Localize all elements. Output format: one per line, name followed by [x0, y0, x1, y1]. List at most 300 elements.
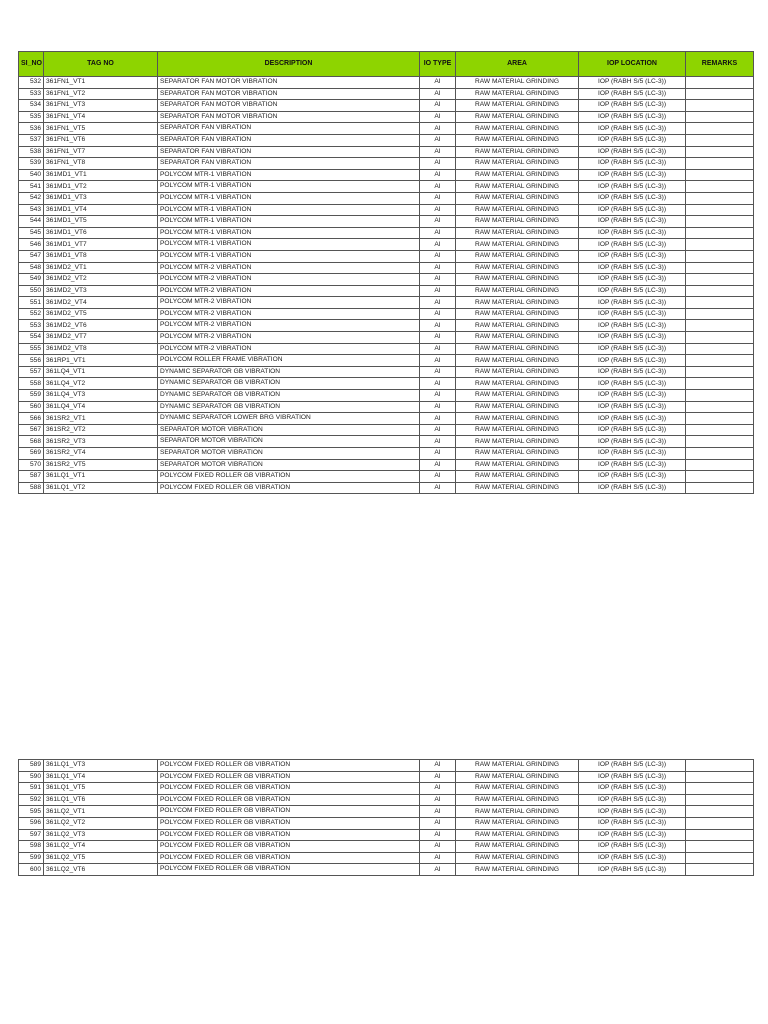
- iop-location-cell: IOP (RABH S/5 (LC-3)): [579, 77, 686, 89]
- iop-location-cell: IOP (RABH S/5 (LC-3)): [579, 817, 686, 829]
- table-row: [19, 274, 754, 286]
- si-no-cell: 537: [19, 134, 44, 146]
- tag-no-cell: 361MD1_VT4: [44, 204, 158, 216]
- si-no-cell: 534: [19, 100, 44, 112]
- io-type-cell: AI: [420, 146, 456, 158]
- table-row: [19, 852, 754, 864]
- table-row: [19, 181, 754, 193]
- description-cell: POLYCOM FIXED ROLLER GB VIBRATION: [158, 806, 420, 818]
- table-row: [19, 378, 754, 390]
- iop-location-cell: IOP (RABH S/5 (LC-3)): [579, 459, 686, 471]
- si-no-cell: 595: [19, 806, 44, 818]
- table-row: [19, 829, 754, 841]
- io-type-cell: AI: [420, 297, 456, 309]
- iop-location-cell: IOP (RABH S/5 (LC-3)): [579, 308, 686, 320]
- remarks-cell: [686, 134, 754, 146]
- io-type-cell: AI: [420, 77, 456, 89]
- area-cell: RAW MATERIAL GRINDING: [456, 239, 579, 251]
- si-no-cell: 570: [19, 459, 44, 471]
- si-no-cell: 538: [19, 146, 44, 158]
- tag-no-cell: 361LQ1_VT3: [44, 760, 158, 772]
- remarks-cell: [686, 471, 754, 483]
- description-cell: POLYCOM MTR-2 VIBRATION: [158, 297, 420, 309]
- remarks-cell: [686, 852, 754, 864]
- io-type-cell: AI: [420, 320, 456, 332]
- area-cell: RAW MATERIAL GRINDING: [456, 227, 579, 239]
- description-cell: POLYCOM ROLLER FRAME VIBRATION: [158, 355, 420, 367]
- area-cell: RAW MATERIAL GRINDING: [456, 390, 579, 402]
- area-cell: RAW MATERIAL GRINDING: [456, 366, 579, 378]
- io-type-cell: AI: [420, 841, 456, 853]
- area-cell: RAW MATERIAL GRINDING: [456, 88, 579, 100]
- area-cell: RAW MATERIAL GRINDING: [456, 794, 579, 806]
- iop-location-cell: IOP (RABH S/5 (LC-3)): [579, 204, 686, 216]
- remarks-cell: [686, 390, 754, 402]
- tag-no-cell: 361RP1_VT1: [44, 355, 158, 367]
- si-no-cell: 541: [19, 181, 44, 193]
- table-row: [19, 88, 754, 100]
- description-cell: POLYCOM MTR-1 VIBRATION: [158, 250, 420, 262]
- table-row: [19, 760, 754, 772]
- tag-no-cell: 361FN1_VT5: [44, 123, 158, 135]
- description-cell: DYNAMIC SEPARATOR LOWER BRG VIBRATION: [158, 413, 420, 425]
- description-cell: SEPARATOR FAN VIBRATION: [158, 134, 420, 146]
- si-no-cell: 560: [19, 401, 44, 413]
- description-cell: POLYCOM MTR-1 VIBRATION: [158, 181, 420, 193]
- si-no-cell: 550: [19, 285, 44, 297]
- table-row: [19, 401, 754, 413]
- si-no-cell: 591: [19, 783, 44, 795]
- area-cell: RAW MATERIAL GRINDING: [456, 424, 579, 436]
- io-type-cell: AI: [420, 459, 456, 471]
- area-cell: RAW MATERIAL GRINDING: [456, 817, 579, 829]
- iop-location-cell: IOP (RABH S/5 (LC-3)): [579, 262, 686, 274]
- si-no-cell: 589: [19, 760, 44, 772]
- table-row: [19, 783, 754, 795]
- description-cell: POLYCOM FIXED ROLLER GB VIBRATION: [158, 841, 420, 853]
- iop-location-cell: IOP (RABH S/5 (LC-3)): [579, 806, 686, 818]
- iop-location-cell: IOP (RABH S/5 (LC-3)): [579, 320, 686, 332]
- area-cell: RAW MATERIAL GRINDING: [456, 262, 579, 274]
- table-row: [19, 239, 754, 251]
- io-type-cell: AI: [420, 817, 456, 829]
- remarks-cell: [686, 864, 754, 876]
- remarks-cell: [686, 413, 754, 425]
- description-cell: POLYCOM MTR-2 VIBRATION: [158, 320, 420, 332]
- description-cell: DYNAMIC SEPARATOR GB VIBRATION: [158, 401, 420, 413]
- tag-no-cell: 361MD1_VT2: [44, 181, 158, 193]
- si-no-cell: 568: [19, 436, 44, 448]
- description-cell: POLYCOM FIXED ROLLER GB VIBRATION: [158, 783, 420, 795]
- description-cell: SEPARATOR FAN VIBRATION: [158, 146, 420, 158]
- si-no-cell: 547: [19, 250, 44, 262]
- iop-location-cell: IOP (RABH S/5 (LC-3)): [579, 216, 686, 228]
- io-type-cell: AI: [420, 100, 456, 112]
- io-type-cell: AI: [420, 794, 456, 806]
- iop-location-cell: IOP (RABH S/5 (LC-3)): [579, 841, 686, 853]
- table-row: [19, 192, 754, 204]
- area-cell: RAW MATERIAL GRINDING: [456, 783, 579, 795]
- iop-location-cell: IOP (RABH S/5 (LC-3)): [579, 250, 686, 262]
- area-cell: RAW MATERIAL GRINDING: [456, 332, 579, 344]
- tag-no-cell: 361MD1_VT6: [44, 227, 158, 239]
- description-cell: POLYCOM MTR-2 VIBRATION: [158, 308, 420, 320]
- table-row: [19, 250, 754, 262]
- io-list-table: [18, 51, 754, 494]
- remarks-cell: [686, 111, 754, 123]
- io-type-cell: AI: [420, 274, 456, 286]
- si-no-cell: 536: [19, 123, 44, 135]
- table-row: [19, 332, 754, 344]
- description-cell: SEPARATOR FAN VIBRATION: [158, 123, 420, 135]
- remarks-cell: [686, 239, 754, 251]
- si-no-cell: 543: [19, 204, 44, 216]
- table-row: [19, 771, 754, 783]
- iop-location-cell: IOP (RABH S/5 (LC-3)): [579, 169, 686, 181]
- iop-location-cell: IOP (RABH S/5 (LC-3)): [579, 332, 686, 344]
- table-row: [19, 424, 754, 436]
- io-type-cell: AI: [420, 401, 456, 413]
- table-body-continued: [19, 760, 754, 876]
- io-type-cell: AI: [420, 864, 456, 876]
- remarks-cell: [686, 88, 754, 100]
- remarks-cell: [686, 204, 754, 216]
- remarks-cell: [686, 169, 754, 181]
- header-description: DESCRIPTION: [158, 52, 420, 77]
- tag-no-cell: 361MD2_VT3: [44, 285, 158, 297]
- description-cell: POLYCOM FIXED ROLLER GB VIBRATION: [158, 760, 420, 772]
- area-cell: RAW MATERIAL GRINDING: [456, 169, 579, 181]
- table-row: [19, 864, 754, 876]
- iop-location-cell: IOP (RABH S/5 (LC-3)): [579, 181, 686, 193]
- remarks-cell: [686, 794, 754, 806]
- table-row: [19, 436, 754, 448]
- si-no-cell: 555: [19, 343, 44, 355]
- tag-no-cell: 361LQ2_VT4: [44, 841, 158, 853]
- tag-no-cell: 361MD2_VT4: [44, 297, 158, 309]
- header-row: [19, 52, 754, 77]
- si-no-cell: 567: [19, 424, 44, 436]
- iop-location-cell: IOP (RABH S/5 (LC-3)): [579, 297, 686, 309]
- table-row: [19, 100, 754, 112]
- remarks-cell: [686, 262, 754, 274]
- iop-location-cell: IOP (RABH S/5 (LC-3)): [579, 864, 686, 876]
- si-no-cell: 600: [19, 864, 44, 876]
- tag-no-cell: 361MD2_VT7: [44, 332, 158, 344]
- description-cell: DYNAMIC SEPARATOR GB VIBRATION: [158, 378, 420, 390]
- tag-no-cell: 361FN1_VT6: [44, 134, 158, 146]
- area-cell: RAW MATERIAL GRINDING: [456, 146, 579, 158]
- iop-location-cell: IOP (RABH S/5 (LC-3)): [579, 227, 686, 239]
- remarks-cell: [686, 436, 754, 448]
- table-row: [19, 204, 754, 216]
- tag-no-cell: 361LQ4_VT4: [44, 401, 158, 413]
- iop-location-cell: IOP (RABH S/5 (LC-3)): [579, 829, 686, 841]
- si-no-cell: 553: [19, 320, 44, 332]
- remarks-cell: [686, 146, 754, 158]
- iop-location-cell: IOP (RABH S/5 (LC-3)): [579, 158, 686, 170]
- header-area: AREA: [456, 52, 579, 77]
- description-cell: SEPARATOR FAN VIBRATION: [158, 158, 420, 170]
- area-cell: RAW MATERIAL GRINDING: [456, 378, 579, 390]
- area-cell: RAW MATERIAL GRINDING: [456, 355, 579, 367]
- area-cell: RAW MATERIAL GRINDING: [456, 134, 579, 146]
- area-cell: RAW MATERIAL GRINDING: [456, 771, 579, 783]
- io-type-cell: AI: [420, 806, 456, 818]
- si-no-cell: 535: [19, 111, 44, 123]
- si-no-cell: 557: [19, 366, 44, 378]
- description-cell: SEPARATOR MOTOR VIBRATION: [158, 448, 420, 460]
- tag-no-cell: 361LQ1_VT1: [44, 471, 158, 483]
- io-type-cell: AI: [420, 471, 456, 483]
- table-row: [19, 285, 754, 297]
- remarks-cell: [686, 806, 754, 818]
- iop-location-cell: IOP (RABH S/5 (LC-3)): [579, 783, 686, 795]
- iop-location-cell: IOP (RABH S/5 (LC-3)): [579, 852, 686, 864]
- io-type-cell: AI: [420, 482, 456, 494]
- tag-no-cell: 361LQ4_VT2: [44, 378, 158, 390]
- area-cell: RAW MATERIAL GRINDING: [456, 760, 579, 772]
- area-cell: RAW MATERIAL GRINDING: [456, 216, 579, 228]
- header-si-no: SI_NO: [19, 52, 44, 77]
- table-row: [19, 111, 754, 123]
- io-type-cell: AI: [420, 88, 456, 100]
- io-type-cell: AI: [420, 134, 456, 146]
- tag-no-cell: 361MD2_VT5: [44, 308, 158, 320]
- io-type-cell: AI: [420, 413, 456, 425]
- tag-no-cell: 361MD1_VT3: [44, 192, 158, 204]
- iop-location-cell: IOP (RABH S/5 (LC-3)): [579, 413, 686, 425]
- table-row: [19, 169, 754, 181]
- description-cell: SEPARATOR FAN MOTOR VIBRATION: [158, 100, 420, 112]
- io-type-cell: AI: [420, 250, 456, 262]
- io-type-cell: AI: [420, 448, 456, 460]
- header-tag-no: TAG NO: [44, 52, 158, 77]
- io-type-cell: AI: [420, 852, 456, 864]
- table-row: [19, 216, 754, 228]
- area-cell: RAW MATERIAL GRINDING: [456, 413, 579, 425]
- remarks-cell: [686, 378, 754, 390]
- io-type-cell: AI: [420, 424, 456, 436]
- tag-no-cell: 361SR2_VT2: [44, 424, 158, 436]
- area-cell: RAW MATERIAL GRINDING: [456, 285, 579, 297]
- iop-location-cell: IOP (RABH S/5 (LC-3)): [579, 343, 686, 355]
- si-no-cell: 587: [19, 471, 44, 483]
- table-row: [19, 355, 754, 367]
- tag-no-cell: 361FN1_VT1: [44, 77, 158, 89]
- area-cell: RAW MATERIAL GRINDING: [456, 158, 579, 170]
- remarks-cell: [686, 783, 754, 795]
- io-type-cell: AI: [420, 204, 456, 216]
- remarks-cell: [686, 192, 754, 204]
- description-cell: POLYCOM MTR-2 VIBRATION: [158, 262, 420, 274]
- description-cell: SEPARATOR FAN MOTOR VIBRATION: [158, 77, 420, 89]
- io-type-cell: AI: [420, 378, 456, 390]
- io-type-cell: AI: [420, 783, 456, 795]
- tag-no-cell: 361LQ1_VT2: [44, 482, 158, 494]
- area-cell: RAW MATERIAL GRINDING: [456, 448, 579, 460]
- area-cell: RAW MATERIAL GRINDING: [456, 192, 579, 204]
- table-row: [19, 146, 754, 158]
- remarks-cell: [686, 459, 754, 471]
- description-cell: POLYCOM MTR-1 VIBRATION: [158, 216, 420, 228]
- iop-location-cell: IOP (RABH S/5 (LC-3)): [579, 355, 686, 367]
- io-type-cell: AI: [420, 308, 456, 320]
- header-remarks: REMARKS: [686, 52, 754, 77]
- table-row: [19, 320, 754, 332]
- table-row: [19, 448, 754, 460]
- iop-location-cell: IOP (RABH S/5 (LC-3)): [579, 471, 686, 483]
- remarks-cell: [686, 181, 754, 193]
- area-cell: RAW MATERIAL GRINDING: [456, 111, 579, 123]
- table-row: [19, 794, 754, 806]
- table-row: [19, 817, 754, 829]
- area-cell: RAW MATERIAL GRINDING: [456, 181, 579, 193]
- io-type-cell: AI: [420, 771, 456, 783]
- iop-location-cell: IOP (RABH S/5 (LC-3)): [579, 88, 686, 100]
- remarks-cell: [686, 216, 754, 228]
- description-cell: SEPARATOR MOTOR VIBRATION: [158, 424, 420, 436]
- si-no-cell: 544: [19, 216, 44, 228]
- table-row: [19, 482, 754, 494]
- remarks-cell: [686, 100, 754, 112]
- table-row: [19, 308, 754, 320]
- description-cell: POLYCOM MTR-1 VIBRATION: [158, 204, 420, 216]
- area-cell: RAW MATERIAL GRINDING: [456, 343, 579, 355]
- iop-location-cell: IOP (RABH S/5 (LC-3)): [579, 111, 686, 123]
- area-cell: RAW MATERIAL GRINDING: [456, 274, 579, 286]
- description-cell: POLYCOM MTR-1 VIBRATION: [158, 239, 420, 251]
- table-row: [19, 343, 754, 355]
- si-no-cell: 549: [19, 274, 44, 286]
- description-cell: SEPARATOR MOTOR VIBRATION: [158, 436, 420, 448]
- remarks-cell: [686, 77, 754, 89]
- si-no-cell: 539: [19, 158, 44, 170]
- io-type-cell: AI: [420, 169, 456, 181]
- tag-no-cell: 361FN1_VT7: [44, 146, 158, 158]
- iop-location-cell: IOP (RABH S/5 (LC-3)): [579, 482, 686, 494]
- tag-no-cell: 361FN1_VT8: [44, 158, 158, 170]
- tag-no-cell: 361MD2_VT6: [44, 320, 158, 332]
- area-cell: RAW MATERIAL GRINDING: [456, 123, 579, 135]
- io-type-cell: AI: [420, 355, 456, 367]
- remarks-cell: [686, 274, 754, 286]
- io-type-cell: AI: [420, 829, 456, 841]
- remarks-cell: [686, 841, 754, 853]
- remarks-cell: [686, 829, 754, 841]
- area-cell: RAW MATERIAL GRINDING: [456, 250, 579, 262]
- tag-no-cell: 361LQ2_VT1: [44, 806, 158, 818]
- iop-location-cell: IOP (RABH S/5 (LC-3)): [579, 390, 686, 402]
- remarks-cell: [686, 332, 754, 344]
- si-no-cell: 540: [19, 169, 44, 181]
- io-type-cell: AI: [420, 192, 456, 204]
- tag-no-cell: 361SR2_VT3: [44, 436, 158, 448]
- io-type-cell: AI: [420, 262, 456, 274]
- description-cell: POLYCOM FIXED ROLLER GB VIBRATION: [158, 794, 420, 806]
- io-type-cell: AI: [420, 239, 456, 251]
- tag-no-cell: 361LQ2_VT2: [44, 817, 158, 829]
- si-no-cell: 548: [19, 262, 44, 274]
- tag-no-cell: 361LQ2_VT3: [44, 829, 158, 841]
- description-cell: SEPARATOR FAN MOTOR VIBRATION: [158, 111, 420, 123]
- remarks-cell: [686, 401, 754, 413]
- iop-location-cell: IOP (RABH S/5 (LC-3)): [579, 100, 686, 112]
- io-type-cell: AI: [420, 181, 456, 193]
- area-cell: RAW MATERIAL GRINDING: [456, 308, 579, 320]
- tag-no-cell: 361MD2_VT2: [44, 274, 158, 286]
- area-cell: RAW MATERIAL GRINDING: [456, 436, 579, 448]
- tag-no-cell: 361FN1_VT2: [44, 88, 158, 100]
- table-row: [19, 297, 754, 309]
- table-row: [19, 841, 754, 853]
- si-no-cell: 566: [19, 413, 44, 425]
- tag-no-cell: 361MD1_VT5: [44, 216, 158, 228]
- description-cell: POLYCOM FIXED ROLLER GB VIBRATION: [158, 471, 420, 483]
- iop-location-cell: IOP (RABH S/5 (LC-3)): [579, 448, 686, 460]
- iop-location-cell: IOP (RABH S/5 (LC-3)): [579, 134, 686, 146]
- remarks-cell: [686, 771, 754, 783]
- iop-location-cell: IOP (RABH S/5 (LC-3)): [579, 771, 686, 783]
- remarks-cell: [686, 297, 754, 309]
- tag-no-cell: 361LQ1_VT6: [44, 794, 158, 806]
- iop-location-cell: IOP (RABH S/5 (LC-3)): [579, 760, 686, 772]
- table-header: [19, 52, 754, 77]
- remarks-cell: [686, 482, 754, 494]
- iop-location-cell: IOP (RABH S/5 (LC-3)): [579, 285, 686, 297]
- description-cell: SEPARATOR MOTOR VIBRATION: [158, 459, 420, 471]
- description-cell: POLYCOM FIXED ROLLER GB VIBRATION: [158, 817, 420, 829]
- si-no-cell: 599: [19, 852, 44, 864]
- description-cell: POLYCOM FIXED ROLLER GB VIBRATION: [158, 852, 420, 864]
- remarks-cell: [686, 817, 754, 829]
- io-type-cell: AI: [420, 227, 456, 239]
- header-io-type: IO TYPE: [420, 52, 456, 77]
- tag-no-cell: 361LQ4_VT3: [44, 390, 158, 402]
- description-cell: SEPARATOR FAN MOTOR VIBRATION: [158, 88, 420, 100]
- table-row: [19, 366, 754, 378]
- tag-no-cell: 361SR2_VT5: [44, 459, 158, 471]
- remarks-cell: [686, 320, 754, 332]
- iop-location-cell: IOP (RABH S/5 (LC-3)): [579, 794, 686, 806]
- io-type-cell: AI: [420, 436, 456, 448]
- iop-location-cell: IOP (RABH S/5 (LC-3)): [579, 424, 686, 436]
- tag-no-cell: 361MD2_VT1: [44, 262, 158, 274]
- area-cell: RAW MATERIAL GRINDING: [456, 852, 579, 864]
- io-type-cell: AI: [420, 285, 456, 297]
- io-type-cell: AI: [420, 390, 456, 402]
- description-cell: POLYCOM FIXED ROLLER GB VIBRATION: [158, 864, 420, 876]
- io-type-cell: AI: [420, 366, 456, 378]
- description-cell: DYNAMIC SEPARATOR GB VIBRATION: [158, 390, 420, 402]
- description-cell: POLYCOM MTR-2 VIBRATION: [158, 285, 420, 297]
- remarks-cell: [686, 343, 754, 355]
- si-no-cell: 597: [19, 829, 44, 841]
- table-row: [19, 123, 754, 135]
- description-cell: POLYCOM FIXED ROLLER GB VIBRATION: [158, 829, 420, 841]
- tag-no-cell: 361MD2_VT8: [44, 343, 158, 355]
- si-no-cell: 554: [19, 332, 44, 344]
- remarks-cell: [686, 366, 754, 378]
- tag-no-cell: 361LQ2_VT6: [44, 864, 158, 876]
- area-cell: RAW MATERIAL GRINDING: [456, 77, 579, 89]
- io-type-cell: AI: [420, 332, 456, 344]
- table-row: [19, 471, 754, 483]
- area-cell: RAW MATERIAL GRINDING: [456, 471, 579, 483]
- si-no-cell: 558: [19, 378, 44, 390]
- iop-location-cell: IOP (RABH S/5 (LC-3)): [579, 378, 686, 390]
- table-row: [19, 158, 754, 170]
